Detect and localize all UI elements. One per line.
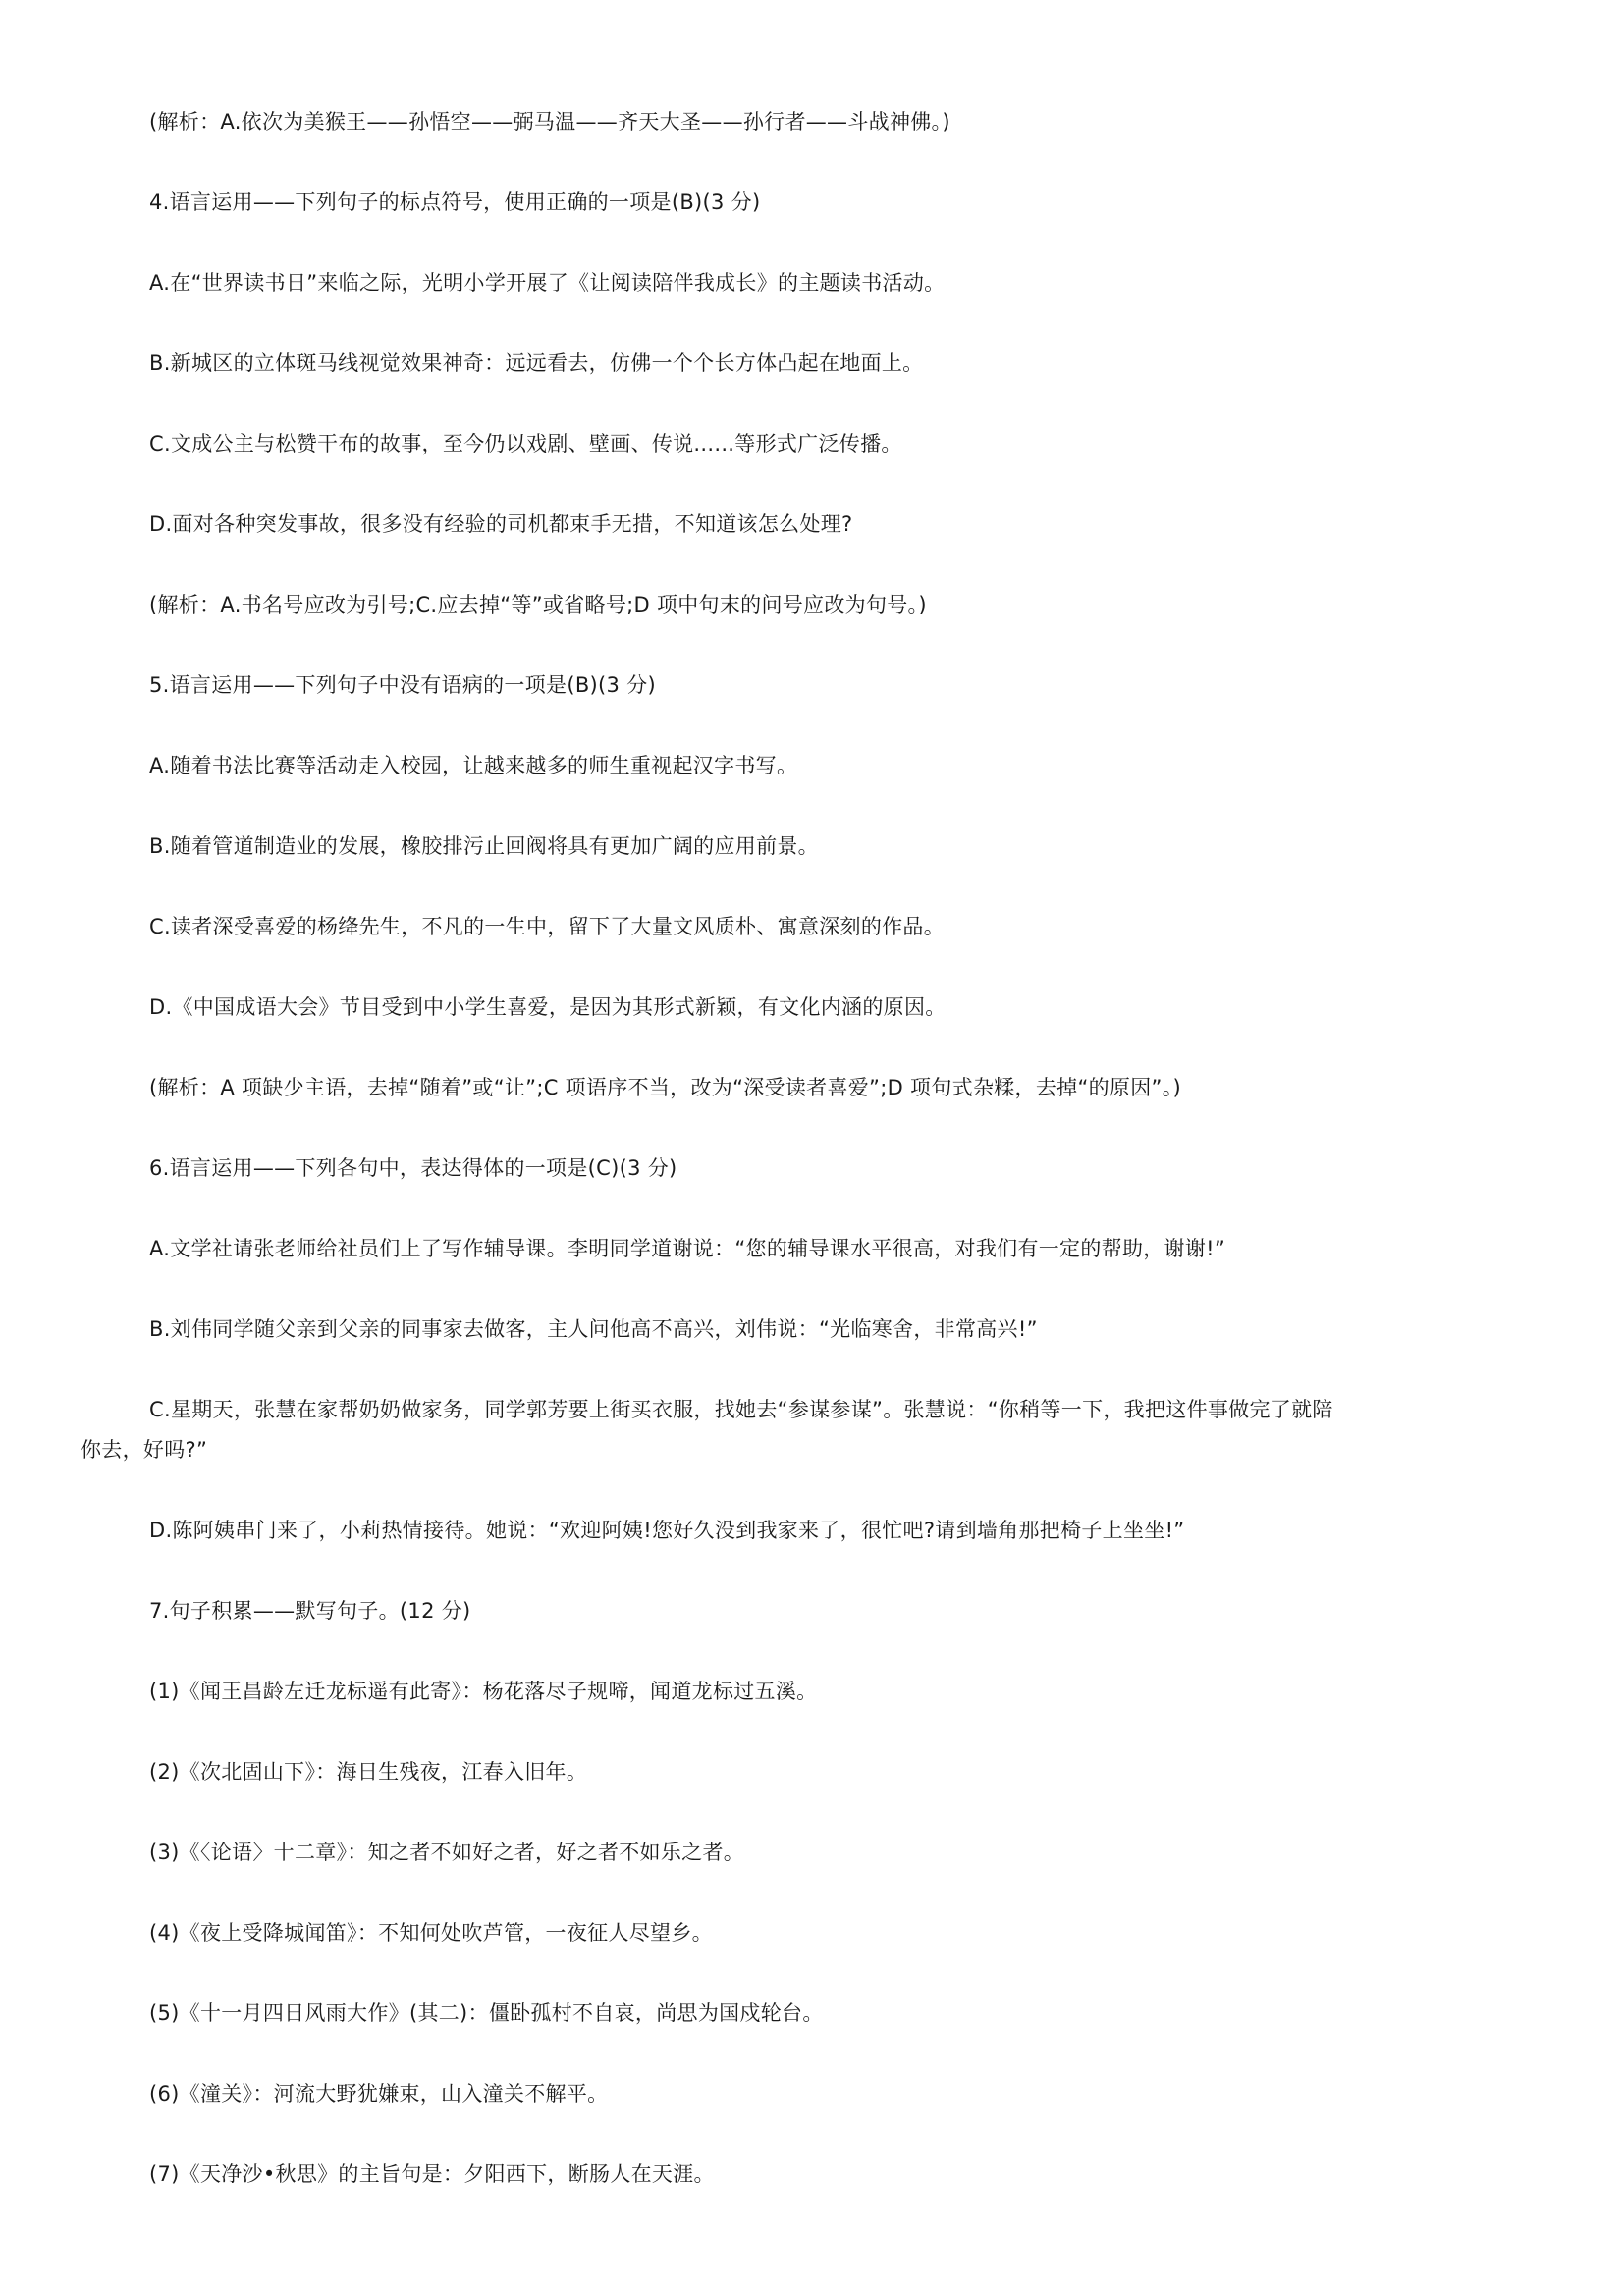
question-4: 4.语言运用——下列句子的标点符号，使用正确的一项是(B)(3 分) — [149, 190, 761, 214]
option-4a: A.在“世界读书日”来临之际，光明小学开展了《让阅读陪伴我成长》的主题读书活动。 — [149, 271, 946, 294]
option-5c: C.读者深受喜爱的杨绛先生，不凡的一生中，留下了大量文风质朴、寓意深刻的作品。 — [149, 915, 946, 938]
recitation-2: (2)《次北固山下》：海日生残夜，江春入旧年。 — [149, 1760, 588, 1784]
recitation-6: (6)《潼关》：河流大野犹嫌束，山入潼关不解平。 — [149, 2082, 609, 2106]
question-6: 6.语言运用——下列各句中，表达得体的一项是(C)(3 分) — [149, 1156, 677, 1180]
analysis-q3: (解析：A.依次为美猴王——孙悟空——弼马温——齐天大圣——孙行者——斗战神佛。) — [149, 110, 950, 133]
option-6b: B.刘伟同学随父亲到父亲的同事家去做客，主人问他高不高兴，刘伟说：“光临寒舍，非常高兴!” — [149, 1317, 1038, 1341]
recitation-1: (1)《闻王昌龄左迁龙标遥有此寄》：杨花落尽子规啼，闻道龙标过五溪。 — [149, 1680, 818, 1703]
recitation-4: (4)《夜上受降城闻笛》：不知何处吹芦管，一夜征人尽望乡。 — [149, 1921, 713, 1945]
option-4b: B.新城区的立体斑马线视觉效果神奇：远远看去，仿佛一个个长方体凸起在地面上。 — [149, 351, 924, 375]
option-5b: B.随着管道制造业的发展，橡胶排污止回阀将具有更加广阔的应用前景。 — [149, 834, 819, 858]
option-5a: A.随着书法比赛等活动走入校园，让越来越多的师生重视起汉字书写。 — [149, 754, 798, 777]
recitation-5: (5)《十一月四日风雨大作》(其二)：僵卧孤村不自哀，尚思为国戍轮台。 — [149, 2002, 824, 2025]
recitation-3: (3)《〈论语〉十二章》：知之者不如好之者，好之者不如乐之者。 — [149, 1841, 745, 1864]
option-6c-line1: C.星期天，张慧在家帮奶奶做家务，同学郭芳要上街买衣服，找她去“参谋参谋”。张慧说：“你稍等一下，我把这件事做完了就陪 — [149, 1398, 1333, 1421]
option-6a: A.文学社请张老师给社员们上了写作辅导课。李明同学道谢说：“您的辅导课水平很高，对我们有一定的帮助，谢谢!” — [149, 1237, 1226, 1260]
option-5d: D.《中国成语大会》节目受到中小学生喜爱，是因为其形式新颖，有文化内涵的原因。 — [149, 995, 947, 1019]
question-7: 7.句子积累——默写句子。(12 分) — [149, 1599, 471, 1623]
option-6c-line2: 你去，好吗?” — [81, 1438, 208, 1462]
question-5: 5.语言运用——下列句子中没有语病的一项是(B)(3 分) — [149, 673, 656, 697]
recitation-7: (7)《天净沙•秋思》的主旨句是：夕阳西下，断肠人在天涯。 — [149, 2163, 715, 2186]
analysis-q4: (解析：A.书名号应改为引号;C.应去掉“等”或省略号;D 项中句末的问号应改为句号。) — [149, 593, 927, 616]
analysis-q5: (解析：A 项缺少主语，去掉“随着”或“让”;C 项语序不当，改为“深受读者喜爱”;D 项句式杂糅，去掉“的原因”。) — [149, 1076, 1181, 1099]
option-4c: C.文成公主与松赞干布的故事，至今仍以戏剧、壁画、传说......等形式广泛传播。 — [149, 432, 902, 455]
option-6d: D.陈阿姨串门来了，小莉热情接待。她说：“欢迎阿姨!您好久没到我家来了，很忙吧?请到墙角那把椅子上坐坐!” — [149, 1519, 1185, 1542]
option-4d: D.面对各种突发事故，很多没有经验的司机都束手无措，不知道该怎么处理? — [149, 512, 853, 536]
